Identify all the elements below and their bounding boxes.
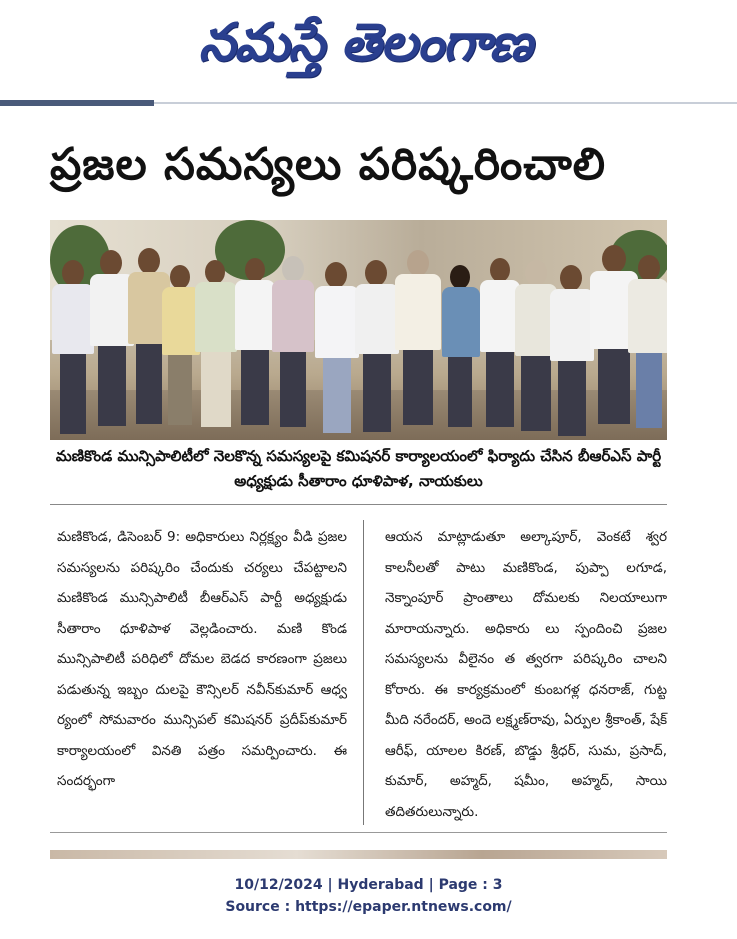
photo-caption: మణికొండ మున్సిపాలిటీలో నెలకొన్న సమస్యలపై కమిషనర్ కార్యాలయంలో ఫిర్యాదు చేసిన బీఆర్‌ఎస్ పార్టీ అధ్యక్షుడు సీతారాం ధూళిపాళ, నాయకులు [55,447,662,490]
column-divider [363,520,364,825]
footer-date-page: 10/12/2024 | Hyderabad | Page : 3 [234,877,503,893]
caption-divider [50,504,667,505]
newspaper-logo: నమస్తే తెలంగాణ [198,13,532,73]
masthead-rule-light [154,102,737,104]
article-body-left-column: మణికొండ, డిసెంబర్ 9: అధికారులు నిర్లక్ష్యం వీడి ప్రజల సమస్యలను పరిష్కరిం చేందుకు చర్యలు చేపట్టాలని మణికొండ మున్సిపాలిటీ బీఆర్‌ఎస్ పార్టీ అధ్యక్షుడు సీతారాం ధూళిపాళ వెల్లడించారు. మణి కొండ మున్సిపాలిటీ పరిధిలో దోమల బెడద కారణంగా ప్రజలు పడుతున్న ఇబ్బం దులపై కౌన్సిలర్ నవీన్‌కుమార్ ఆధ్వ ర్యంలో సోమవారం మున్సిపల్ కమిషనర్ ప్రదీప్‌కుమార్ కార్యాలయంలో వినతి పత్రం సమర్పించారు. ఈ సందర్భంగా [57,529,347,789]
masthead [0,0,737,100]
article-bottom-rule [50,832,667,833]
next-article-photo-strip [50,850,667,859]
article-body-right-column: ఆయన మాట్లాడుతూ అల్కాపూర్, వెంకటే శ్వర కాలనీలతో పాటు మణికొండ, పుప్పా లగూడ, నెక్నాంపూర్ ప్రాంతాలు దోమలకు నిలయాలుగా మారాయన్నారు. అధికారు లు స్పందించి ప్రజల సమస్యలను వీలైనం త త్వరగా పరిష్కరిం చాలని కోరారు. ఈ కార్యక్రమంలో కుంబగళ్ల ధనరాజ్, గుట్ట మీది నరేందర్, అందె లక్ష్మణ్‌రావు, ఏర్పుల శ్రీకాంత్, షేక్ ఆరీఫ్, యాలల కిరణ్, బొడ్డు శ్రీధర్, సుమ, ప్రసాద్, కుమార్, అహ్మద్, షమీం, అహ్మద్, సాయి తదితరులున్నారు. [385,529,667,820]
footer [0,874,737,918]
masthead-rule-dark [0,100,154,106]
article-headline: ప్రజల సమస్యలు పరిష్కరించాలి [50,139,607,190]
article-photo [50,220,667,440]
footer-source: Source : https://epaper.ntnews.com/ [225,899,512,915]
